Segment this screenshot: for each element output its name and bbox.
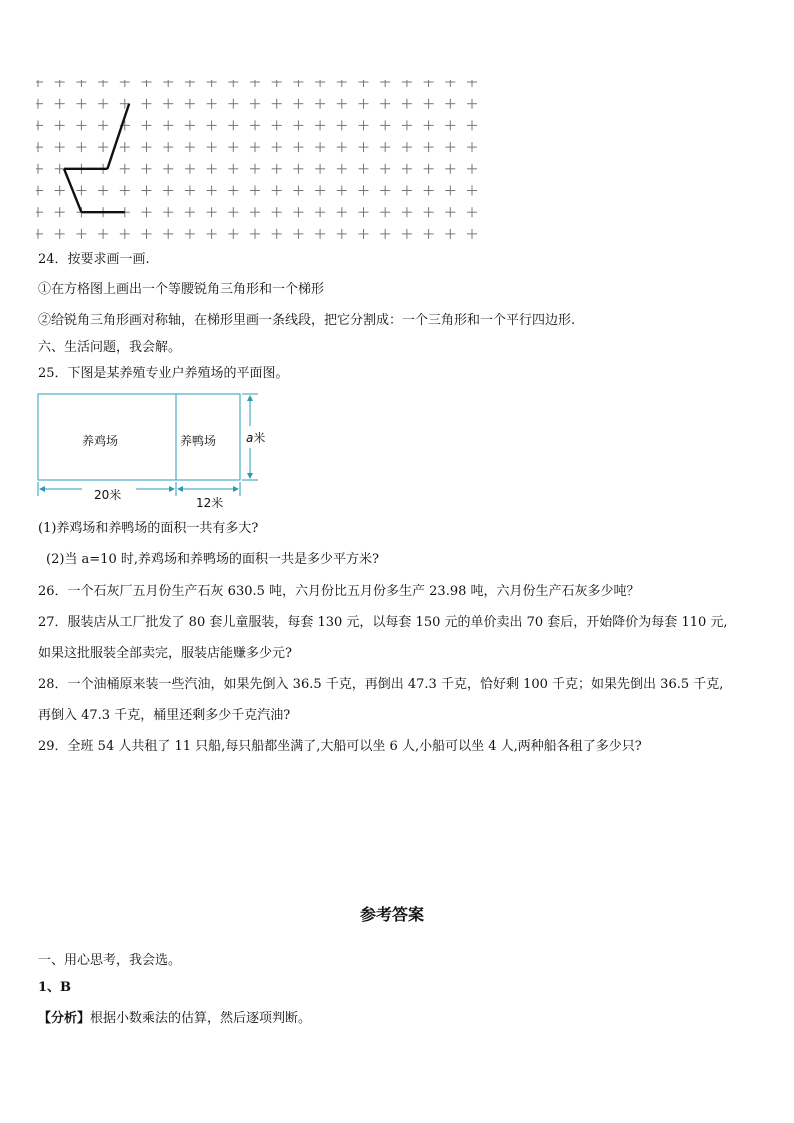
figure-segment <box>107 104 129 169</box>
answers-title: 参考答案 <box>360 905 425 924</box>
height-unit: 米 <box>253 431 266 445</box>
arrow-left <box>39 486 45 492</box>
width-20-label: 20米 <box>94 488 122 502</box>
height-variable: a <box>246 431 254 445</box>
question-24: 24．按要求画一画. <box>38 252 150 267</box>
question-28-line1: 28．一个油桶原来装一些汽油，如果先倒入 36.5 千克，再倒出 47.3 千克，恰好剩 100 千克；如果先倒出 36.5 千克, <box>38 677 724 692</box>
width-12-label: 12米 <box>196 496 224 510</box>
question-25-part2: (2)当 a=10 时,养鸡场和养鸭场的面积一共是多少平方米? <box>46 552 379 567</box>
question-24-part1: ①在方格图上画出一个等腰锐角三角形和一个梯形 <box>38 282 325 297</box>
analysis-tag: 【分析】 <box>38 1011 91 1026</box>
question-29: 29．全班 54 人共租了 11 只船,每只船都坐满了,大船可以坐 6 人,小船可以坐 4 人,两种船各租了多少只? <box>38 739 642 754</box>
question-25-part1: (1)养鸡场和养鸭场的面积一共有多大? <box>38 521 259 536</box>
grid-figure <box>36 80 484 246</box>
question-28-line2: 再倒入 47.3 千克，桶里还剩多少千克汽油? <box>38 708 291 723</box>
analysis-text: 根据小数乘法的估算，然后逐项判断。 <box>90 1011 312 1026</box>
arrow-down <box>247 473 253 479</box>
height-a-label <box>246 429 265 446</box>
section-six-heading: 六、生活问题，我会解。 <box>38 340 182 355</box>
arrow-mid-right <box>177 486 183 492</box>
dotted-grid <box>36 80 484 242</box>
duck-farm-label: 养鸭场 <box>180 434 217 448</box>
farm-plan-diagram <box>36 392 276 512</box>
arrow-up <box>247 395 253 401</box>
question-25: 25．下图是某养殖专业户养殖场的平面图。 <box>38 366 289 381</box>
question-27-line1: 27．服装店从工厂批发了 80 套儿童服装，每套 130 元，以每套 150 元的单价卖出 70 套后，开始降价为每套 110 元, <box>38 615 728 630</box>
analysis-line <box>38 1011 311 1027</box>
question-26: 26．一个石灰厂五月份生产石灰 630.5 吨，六月份比五月份多生产 23.98 吨，六月份生产石灰多少吨？ <box>38 584 640 599</box>
answer-1: 1、B <box>38 980 72 995</box>
question-24-part2: ②给锐角三角形画对称轴，在梯形里画一条线段，把它分割成：一个三角形和一个平行四边形. <box>38 313 576 328</box>
arrow-right <box>233 486 239 492</box>
arrow-mid-left <box>169 486 175 492</box>
chicken-farm-label: 养鸡场 <box>82 434 119 448</box>
farm-plan-figure <box>36 392 276 516</box>
question-27-line2: 如果这批服装全部卖完，服装店能赚多少元? <box>38 646 292 661</box>
answers-section1: 一、用心思考，我会选。 <box>38 953 182 968</box>
